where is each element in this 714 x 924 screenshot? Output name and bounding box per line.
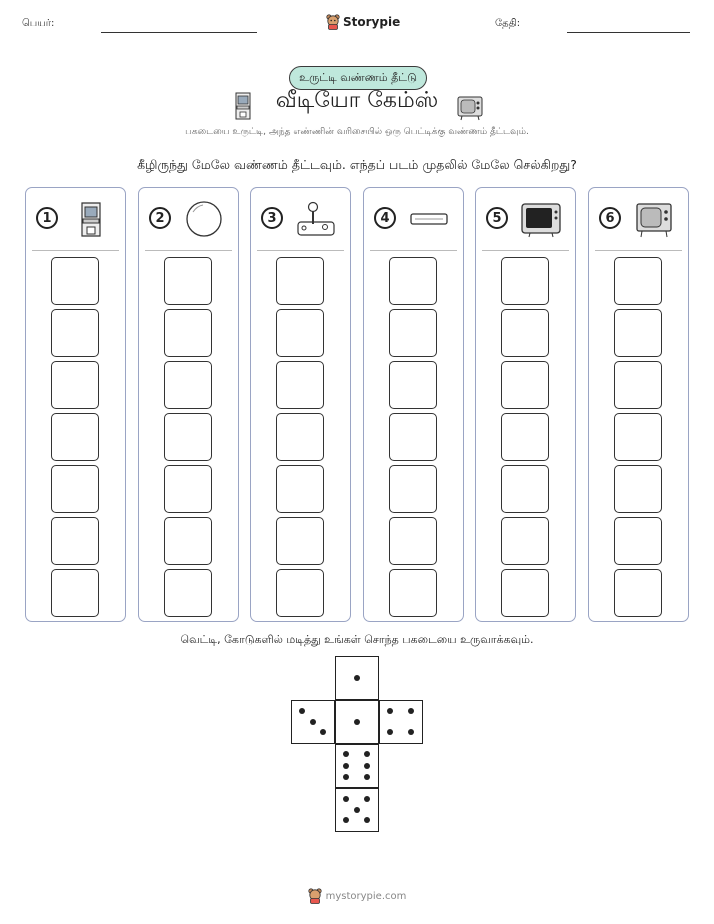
bear-icon [308,888,322,904]
color-box[interactable] [276,309,324,357]
column-divider [595,250,682,251]
column-1 [25,187,126,622]
color-box[interactable] [164,413,212,461]
color-box[interactable] [501,257,549,305]
column-5 [475,187,576,622]
column-divider [32,250,119,251]
color-box[interactable] [501,309,549,357]
dice-face-3 [291,700,335,744]
column-divider [145,250,232,251]
column-number: 3 [261,207,283,229]
column-divider [370,250,457,251]
dice-pip [354,719,360,725]
color-box[interactable] [614,413,662,461]
dice-pip [343,796,349,802]
dice-face-1 [335,700,379,744]
name-line [101,32,257,33]
dice-pip [408,729,414,735]
color-box[interactable] [614,465,662,513]
color-box[interactable] [276,465,324,513]
color-box[interactable] [164,257,212,305]
column-6 [588,187,689,622]
dice-pip [364,817,370,823]
dice-pip [343,751,349,757]
color-box[interactable] [276,413,324,461]
subtitle: பகடையை உருட்டி, அந்த எண்ணின் வரிசையில் ஒரு பெட்டிக்கு வண்ணம் தீட்டவும். [185,127,529,137]
column-number: 6 [599,207,621,229]
page-title: வீடியோ கேம்ஸ் [275,88,439,113]
retro-tv-icon [456,93,484,121]
cut-instruction: வெட்டி, கோடுகளில் மடித்து உங்கள் சொந்த பகடையை உருவாக்கவும். [180,633,534,646]
color-box[interactable] [389,361,437,409]
activity-badge: உருட்டி வண்ணம் தீட்டு [289,66,427,90]
column-number: 1 [36,207,58,229]
color-box[interactable] [276,361,324,409]
color-box[interactable] [501,517,549,565]
color-box[interactable] [51,413,99,461]
color-box[interactable] [51,257,99,305]
dice-face-1 [335,656,379,700]
joystick-icon [295,200,337,238]
dice-pip [343,774,349,780]
color-box[interactable] [164,309,212,357]
dice-face-6 [335,744,379,788]
brand-logo [326,14,400,30]
dice-pip [364,751,370,757]
footer [0,888,714,904]
color-box[interactable] [389,517,437,565]
color-box[interactable] [51,517,99,565]
color-box[interactable] [389,569,437,617]
date-label: தேதி: [495,18,521,29]
color-box[interactable] [389,465,437,513]
dice-pip [343,817,349,823]
color-box[interactable] [276,257,324,305]
arcade-cabinet-icon [70,200,112,238]
column-header [139,188,238,251]
instruction: கீழிருந்து மேலே வண்ணம் தீட்டவும். எந்தப் படம் முதலில் மேலே செல்கிறது? [137,157,577,172]
brand-name: Storypie [343,15,401,29]
footer-url[interactable]: mystorypie.com [325,890,407,902]
color-box[interactable] [614,257,662,305]
dice-pip [387,729,393,735]
color-box[interactable] [501,465,549,513]
retro-tv-icon [633,200,675,238]
dice-pip [364,763,370,769]
dice-pip [299,708,305,714]
column-4 [363,187,464,622]
ball-icon [183,200,225,238]
color-box[interactable] [276,569,324,617]
dice-pip [364,774,370,780]
color-box[interactable] [164,517,212,565]
dice-pip [354,675,360,681]
color-box[interactable] [164,569,212,617]
column-2 [138,187,239,622]
dice-face-4 [379,700,423,744]
color-box[interactable] [51,361,99,409]
column-header [364,188,463,251]
color-box[interactable] [51,569,99,617]
color-box[interactable] [614,517,662,565]
column-divider [482,250,569,251]
color-box[interactable] [614,309,662,357]
television-icon [520,200,562,238]
column-header [251,188,350,251]
color-box[interactable] [614,361,662,409]
color-box[interactable] [614,569,662,617]
column-number: 4 [374,207,396,229]
dice-pip [408,708,414,714]
console-icon [408,200,450,238]
color-box[interactable] [51,309,99,357]
color-box[interactable] [164,361,212,409]
dice-pip [354,807,360,813]
color-box[interactable] [389,257,437,305]
color-box[interactable] [501,413,549,461]
date-line [567,32,690,33]
bear-icon [326,14,340,30]
dice-pip [387,708,393,714]
color-box[interactable] [389,413,437,461]
name-label: பெயர்: [22,18,55,29]
dice-pip [320,729,326,735]
color-box[interactable] [276,517,324,565]
column-divider [257,250,344,251]
dice-face-5 [335,788,379,832]
color-box[interactable] [389,309,437,357]
column-header [476,188,575,251]
column-header [589,188,688,251]
color-box[interactable] [51,465,99,513]
color-box[interactable] [164,465,212,513]
column-3 [250,187,351,622]
color-box[interactable] [501,361,549,409]
dice-pip [310,719,316,725]
column-number: 2 [149,207,171,229]
column-number: 5 [486,207,508,229]
column-header [26,188,125,251]
dice-pip [364,796,370,802]
dice-pip [343,763,349,769]
color-box[interactable] [501,569,549,617]
